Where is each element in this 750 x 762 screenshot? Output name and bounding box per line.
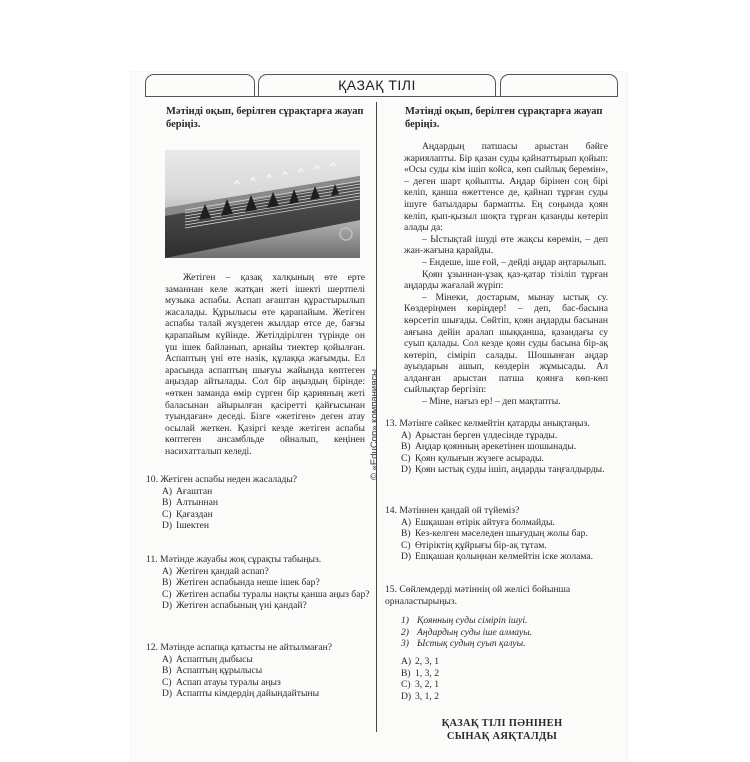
instrument-body (165, 176, 360, 258)
answer-option-d[interactable]: D) Жетіген аспабының үні қандай? (162, 600, 307, 612)
right-paragraph: – Міне, нағыз ер! – деп мақтапты. (422, 396, 561, 408)
left-instruction: Мәтінді оқып, берілген сұрақтарға жауап беріңіз. (166, 106, 364, 130)
question-stem: 11. Мәтінде жауабы жоқ сұрақты табыңыз. (146, 554, 322, 565)
right-paragraph: – Ыстықтай ішуді өте жақсы көремін, – деп жан-жағына қарайды. (404, 233, 608, 257)
sentence-list (401, 615, 610, 650)
answer-option-a[interactable]: A) Аспаптың дыбысы (162, 653, 253, 665)
sentence-item: 1) Қоянның суды сіміріп ішуі. (401, 615, 528, 627)
copyright-watermark: © «EduCon» компаниясы (369, 369, 380, 480)
answer-option-b[interactable]: B) 1, 3, 2 (401, 667, 439, 679)
question-14 (385, 505, 610, 563)
end-note-line: СЫНАҚ АЯҚТАЛДЫ (446, 731, 558, 742)
right-paragraph: – Мінеки, достарым, мынау ыстық су. Көздеріңмен көріңдер! – деп, бас-басына көрсетіп шығады. Сөйтіп, қоян аңдарды басынан аяғына дейін аралап шыққанша, қазандағы су суып қалады. Сол кезде қоян суды басына бір-ақ көтеріп, сіміріп салады. Шошынған аңдар ауыздарын ашып, көздерін жұмысады. Ал алданған арыстан патша қоянға көп-көп сыйлықтар бергізіп: (404, 291, 608, 396)
answer-option-b[interactable]: B) Жетіген аспабында неше ішек бар? (162, 577, 320, 589)
question-stem: 12. Мәтінде аспапқа қатысты не айтылмаған? (146, 642, 333, 653)
answer-option-d[interactable]: D) Аспапты кімдердің дайындайтыны (162, 688, 320, 700)
answer-option-c[interactable]: C) Өтіріктің құйрығы бір-ақ тұтам. (401, 539, 547, 551)
end-note-line: ҚАЗАҚ ТІЛІ ПӘНІНЕН (441, 718, 563, 729)
answer-option-a[interactable]: A) Ағаштан (162, 485, 213, 497)
right-instruction: Мәтінді оқып, берілген сұрақтарға жауап беріңіз. (405, 106, 603, 130)
answer-option-d[interactable]: D) Қоян ыстық суды ішіп, аңдарды таңғалдырды. (401, 464, 605, 476)
question-15 (385, 584, 610, 702)
sentence-item: 3) Ыстық судың суып қалуы. (401, 638, 526, 650)
answer-option-c[interactable]: C) 3, 2, 1 (401, 679, 439, 691)
answer-option-b[interactable]: B) Аңдар қоянның әрекетінен шошынады. (401, 441, 577, 453)
header-tab-left (145, 74, 255, 97)
answer-option-c[interactable]: C) Қағаздан (162, 508, 213, 520)
answer-option-a[interactable]: A) Арыстан берген үлдесінде тұрады. (401, 429, 558, 441)
question-stem: 13. Мәтінге сәйкес келмейтін қатарды анықтаңыз. (385, 418, 590, 429)
answer-option-d[interactable]: D) Ішектен (162, 520, 209, 532)
question-13 (385, 418, 610, 476)
question-stem: 10. Жетіген аспабы неден жасалады? (146, 474, 298, 485)
answer-option-b[interactable]: B) Аспаптың құрылысы (162, 665, 263, 677)
answer-option-c[interactable]: C) Аспап атауы туралы аңыз (162, 676, 281, 688)
header-tab-right (500, 74, 618, 97)
play-badge-icon (340, 228, 352, 240)
zhetigen-instrument-photo (165, 150, 360, 258)
question-stem: 15. Сөйлемдерді мәтіннің ой желісі бойынша орналастырыңыз. (385, 584, 571, 607)
subject-title: ҚАЗАҚ ТІЛІ (338, 77, 416, 93)
answer-option-a[interactable]: A) Ешқашан өтірік айтуға болмайды. (401, 516, 555, 528)
answer-option-d[interactable]: D) 3, 1, 2 (401, 690, 439, 702)
answer-option-a[interactable]: A) Жетіген қандай аспап? (162, 565, 269, 577)
question-stem: 14. Мәтіннен қандай ой түйеміз? (385, 505, 520, 516)
answer-option-b[interactable]: B) Кез-келген мәселеден шығудың жолы бар. (401, 528, 588, 540)
right-paragraph: Қоян ұзыннан-ұзақ қаз-қатар тізіліп тұрған аңдарды жағалай жүріп: (404, 268, 608, 292)
instrument-pegs (235, 163, 335, 184)
answer-option-c[interactable]: C) Жетіген аспабы туралы нақты қанша аңыз бар? (162, 588, 370, 600)
sentence-item: 2) Аңдардың суды іше алмауы. (401, 626, 533, 638)
right-reading-text (404, 141, 608, 408)
left-paragraph: Жетіген – қазақ халқының өте ерте заманнан келе жатқан жеті ішекті шертпелі музыка аспабы. Аспап ағаштан құрастырылып жасалады. Құрылысы өте қарапайым. Жетіген аспабы талай жүздеген жылдар өтсе де, бағзы қарапайым күйінде. Жетілдірілген түрінде он үш ішек байланып, арнайы тиектер қойылған. Аспаптың үні өте нәзік, құлаққа жағымды. Ел арасында аспаптың шығуы жайында көптеген аңыздар айтылады. Сол бір аңыздың бірінде: «өткен заманда өмір сүрген бір қарияның жеті баласынан айырылған қасіретті қайғысынан туындаған» деседі. Бізге «жетіген» деген атау осылай жеткен. Қазіргі кезде жетіген аспабы көптеген ансамбльде ойналып, кеңінен насихатталып келеді. (165, 272, 365, 457)
right-paragraph: – Ендеше, іше ғой, – дейді аңдар аңтарылып. (422, 256, 607, 268)
left-reading-text (165, 272, 365, 458)
question-10 (146, 474, 366, 532)
answer-option-a[interactable]: A) 2, 3, 1 (401, 655, 439, 667)
question-12 (146, 642, 371, 700)
answer-option-c[interactable]: C) Қоян қулығын жүзеге асырады. (401, 452, 544, 464)
test-end-note (404, 717, 600, 743)
question-11 (146, 554, 371, 612)
header-rule (145, 96, 617, 97)
answer-option-d[interactable]: D) Ешқашан қолыңнан келмейтін іске жолама. (401, 551, 594, 563)
instrument-illustration (165, 150, 360, 258)
right-paragraph: Аңдардың патшасы арыстан бәйге жариялапты. Бір қазан суды қайнаттырып қойып: «Осы суды кім ішіп койса, көп сыйлық беремін», – деген шарт қойыпты. Аңдар бірінен соң бірі келіп, қанша өжеттенсе де, қайнап тұрған суды ішуге батылдары бармапты. Ең соңында қоян келіп, қып-қызыл шоқта тұрған қазанды көтеріп алады да: (404, 141, 608, 234)
answer-option-b[interactable]: B) Алтыннан (162, 497, 219, 509)
